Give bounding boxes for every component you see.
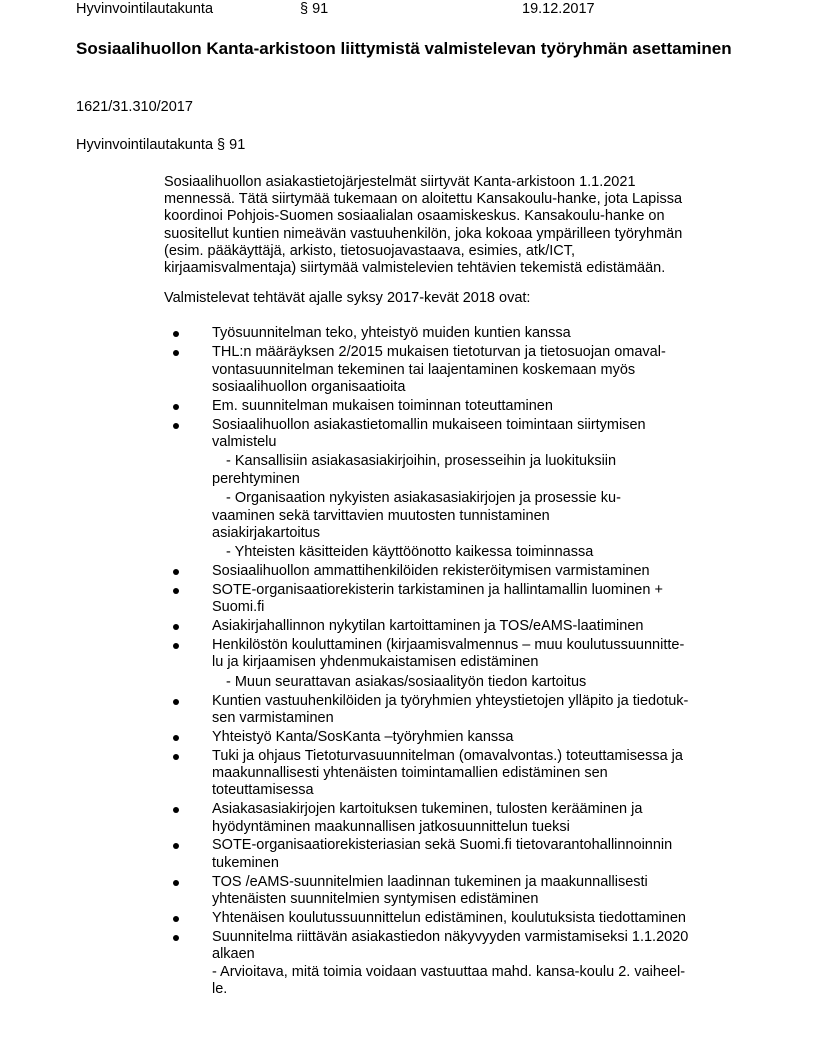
task-item	[164, 910, 734, 927]
task-item	[164, 801, 734, 836]
bullet-icon	[173, 423, 179, 429]
intro-line: (esim. pääkäyttäjä, arkisto, tietosuojavastaava, esimies, atk/ICT,	[164, 242, 576, 259]
task-line: Henkilöstön kouluttaminen (kirjaamisvalmennus – muu koulutussuunnitte-	[212, 637, 685, 654]
header-body-name: Hyvinvointilautakunta	[76, 1, 214, 17]
bullet-icon	[173, 588, 179, 594]
intro-line: mennessä. Tätä siirtymää tukemaan on aloitettu Kansakoulu-hanke, jota Lapissa	[164, 191, 683, 208]
task-line: THL:n määräyksen 2/2015 mukaisen tietoturvan ja tietosuojan omaval-	[212, 344, 666, 361]
task-line: SOTE-organisaatiorekisterin tarkistaminen ja hallintamallin luominen +	[212, 582, 663, 599]
sub-task-line: asiakirjakartoitus	[212, 525, 320, 542]
task-item	[164, 693, 734, 728]
task-line: Yhtenäisen koulutussuunnittelun edistäminen, koulutuksista tiedottaminen	[212, 909, 686, 926]
task-item	[164, 637, 734, 691]
task-line: le.	[212, 980, 228, 997]
document-header	[0, 0, 816, 18]
bullet-icon	[173, 404, 179, 410]
task-line: Suunnitelma riittävän asiakastiedon näkyvyyden varmistamiseksi 1.1.2020	[212, 928, 689, 945]
sub-task-line: - Muun seurattavan asiakas/sosiaalityön tiedon kartoitus	[226, 673, 587, 690]
bullet-icon	[173, 935, 179, 941]
bullet-icon	[173, 331, 179, 337]
task-line: Yhteistyö Kanta/SosKanta –työryhmien kanssa	[212, 728, 514, 745]
header-date: 19.12.2017	[522, 1, 595, 17]
header-section-number: § 91	[300, 1, 329, 17]
task-line: vontasuunnitelman tekeminen tai laajentaminen koskemaan myös	[212, 361, 636, 378]
task-item	[164, 729, 734, 746]
task-line: SOTE-organisaatiorekisteriasian sekä Suomi.fi tietovarantohallinnoinnin	[212, 837, 673, 854]
bullet-icon	[173, 643, 179, 649]
agenda-reference: Hyvinvointilautakunta § 91	[76, 137, 246, 153]
task-line: toteuttamisessa	[212, 782, 314, 799]
task-line: Asiakasasiakirjojen kartoituksen tukeminen, tulosten kerääminen ja	[212, 801, 643, 818]
bullet-icon	[173, 916, 179, 922]
task-item	[164, 417, 734, 562]
sub-task-line: - Organisaation nykyisten asiakasasiakirjojen ja prosessie ku-	[226, 490, 621, 507]
task-line: sosiaalihuollon organisaatioita	[212, 379, 406, 396]
intro-line: koordinoi Pohjois-Suomen sosiaalialan osaamiskeskus. Kansakoulu-hanke on	[164, 208, 665, 225]
bullet-icon	[173, 807, 179, 813]
task-item	[164, 748, 734, 800]
bullet-icon	[173, 350, 179, 356]
task-line: lu ja kirjaamisen yhdenmukaistamisen edistäminen	[212, 654, 539, 671]
task-line: tukeminen	[212, 854, 279, 871]
bullet-icon	[173, 754, 179, 760]
bullet-icon	[173, 699, 179, 705]
task-item	[164, 874, 734, 909]
task-item	[164, 325, 734, 342]
task-line: Kuntien vastuuhenkilöiden ja työryhmien yhteystietojen ylläpito ja tiedotuk-	[212, 692, 689, 709]
task-line: hyödyntäminen maakunnallisen jatkosuunnittelun tueksi	[212, 818, 570, 835]
intro-line: Sosiaalihuollon asiakastietojärjestelmät siirtyvät Kanta-arkistoon 1.1.2021	[164, 174, 636, 190]
task-item	[164, 398, 734, 415]
bullet-icon	[173, 880, 179, 886]
bullet-icon	[173, 843, 179, 849]
task-list	[164, 325, 734, 998]
task-line: alkaen	[212, 946, 255, 963]
document-number: 1621/31.310/2017	[76, 99, 193, 115]
task-line: Suomi.fi	[212, 599, 265, 616]
intro-paragraph	[164, 174, 734, 277]
task-item	[164, 929, 734, 999]
task-line: TOS /eAMS-suunnitelmien laadinnan tukeminen ja maakunnallisesti	[212, 873, 648, 890]
task-line: sen varmistaminen	[212, 710, 334, 727]
task-item	[164, 582, 734, 617]
sub-task-line: - Kansallisiin asiakasasiakirjoihin, prosesseihin ja luokituksiin	[226, 453, 617, 470]
task-line: Asiakirjahallinnon nykytilan kartoittaminen ja TOS/eAMS-laatiminen	[212, 618, 644, 635]
task-line: Em. suunnitelman mukaisen toiminnan toteuttaminen	[212, 397, 553, 414]
tasks-heading: Valmistelevat tehtävät ajalle syksy 2017-kevät 2018 ovat:	[164, 290, 531, 307]
task-item	[164, 344, 734, 396]
task-item	[164, 837, 734, 872]
task-line: Tuki ja ohjaus Tietoturvasuunnitelman (omavalvontas.) toteuttamisessa ja	[212, 747, 683, 764]
task-item	[164, 563, 734, 580]
task-item	[164, 618, 734, 635]
bullet-icon	[173, 569, 179, 575]
task-line: yhtenäisten suunnitelmien syntymisen edistäminen	[212, 891, 539, 908]
sub-task-line: - Yhteisten käsitteiden käyttöönotto kaikessa toiminnassa	[226, 544, 594, 561]
task-line: valmistelu	[212, 434, 277, 451]
document-title: Sosiaalihuollon Kanta-arkistoon liittymistä valmistelevan työryhmän asettaminen	[76, 39, 732, 58]
task-line: Sosiaalihuollon ammattihenkilöiden rekisteröitymisen varmistaminen	[212, 563, 650, 580]
sub-task-line: perehtyminen	[212, 470, 300, 487]
task-line: Työsuunnitelman teko, yhteistyö muiden kuntien kanssa	[212, 325, 571, 342]
bullet-icon	[173, 624, 179, 630]
task-line: maakunnallisesti yhtenäisten toimintamallien edistäminen sen	[212, 765, 608, 782]
intro-line: kirjaamisvalmentaja) siirtymää valmistelevien tehtävien tekemistä edistämään.	[164, 260, 666, 277]
task-line: - Arvioitava, mitä toimia voidaan vastuuttaa mahd. kansa-koulu 2. vaiheel-	[212, 963, 686, 980]
sub-task-line: vaaminen sekä tarvittavien muutosten tunnistaminen	[212, 507, 550, 524]
bullet-icon	[173, 735, 179, 741]
intro-line: suositellut kuntien nimeävän vastuuhenkilön, joka kokoaa ympärilleen työryhmän	[164, 225, 683, 242]
task-line: Sosiaalihuollon asiakastietomallin mukaiseen toimintaan siirtymisen	[212, 416, 646, 433]
document-body	[164, 174, 734, 1000]
